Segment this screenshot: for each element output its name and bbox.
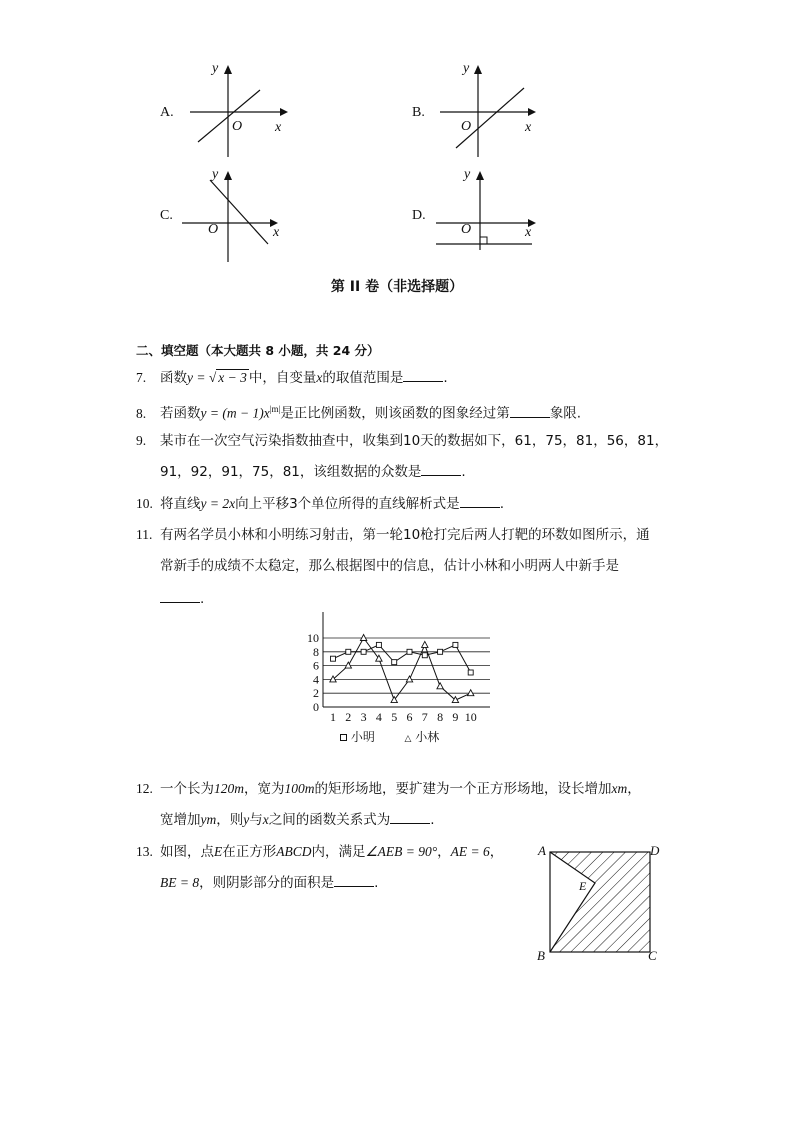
legend-label-xiaoming: 小明 xyxy=(350,730,375,744)
part-title: 二、填空题（本大题共 8 小题，共 24 分） xyxy=(136,343,380,358)
y-tick-label: 6 xyxy=(313,658,319,673)
y-tick-label: 0 xyxy=(313,700,319,714)
option-d-graph xyxy=(436,168,540,268)
x-tick-label: 6 xyxy=(406,710,413,724)
y-tick-label: 10 xyxy=(307,631,319,645)
x-tick-label: 10 xyxy=(464,710,477,724)
origin-label: O xyxy=(461,222,472,237)
x-axis-label: x xyxy=(525,120,532,135)
origin-label: O xyxy=(208,222,219,237)
question-12-line2: 宽增加ym，则y与x之间的函数关系式为 . xyxy=(160,812,435,828)
answer-blank[interactable] xyxy=(421,463,461,476)
question-13: 13. 如图，点E在正方形ABCD内，满足∠AEB = 90°，AE = 6， xyxy=(136,844,504,860)
x-tick-label: 5 xyxy=(391,710,398,724)
answer-blank[interactable] xyxy=(334,874,374,887)
y-axis-label: y xyxy=(464,167,471,182)
answer-blank[interactable] xyxy=(403,369,443,382)
data-point-xiaolin xyxy=(468,690,474,696)
y-tick-label: 8 xyxy=(313,644,319,659)
question-11-line3: . xyxy=(160,589,204,609)
question-9-line2: 91，92，91，75，81，该组数据的众数是 . xyxy=(160,464,466,480)
question-13-line2: BE = 8，则阴影部分的面积是 . xyxy=(160,875,379,891)
x-tick-label: 8 xyxy=(437,710,444,724)
data-point-xiaoming xyxy=(453,642,458,647)
answer-blank[interactable] xyxy=(160,590,200,603)
option-a-label: A. xyxy=(160,105,174,120)
question-9: 9. 某市在一次空气污染指数抽查中，收集到10天的数据如下，61，75，81，56，81， xyxy=(136,433,669,449)
data-point-xiaolin xyxy=(437,683,443,689)
option-b-label: B. xyxy=(412,105,425,120)
option-b-graph xyxy=(440,62,540,162)
y-tick-label: 2 xyxy=(313,686,319,701)
option-d-label: D. xyxy=(412,208,426,223)
option-c-label: C. xyxy=(160,208,173,223)
section-title: 第 II 卷（非选择题） xyxy=(330,279,464,295)
data-point-xiaoming xyxy=(361,649,366,654)
legend-label-xiaolin: 小林 xyxy=(415,730,440,744)
y-axis-label: y xyxy=(212,61,219,76)
question-12: 12. 一个长为120m，宽为100m的矩形场地，要扩建为一个正方形场地，设长增加xm， xyxy=(136,781,641,797)
x-axis-label: x xyxy=(275,120,282,135)
data-point-xiaoming xyxy=(422,653,427,658)
data-point-xiaoming xyxy=(331,656,336,661)
question-7: 7. 函数y = √ x − 3 中，自变量x的取值范围是 . xyxy=(136,370,448,386)
data-point-xiaoming xyxy=(407,649,412,654)
shaded-region xyxy=(550,852,650,952)
label-b: B xyxy=(537,948,545,963)
x-tick-label: 9 xyxy=(452,710,459,724)
data-point-xiaolin xyxy=(360,635,366,641)
y-tick-label: 4 xyxy=(313,672,319,687)
data-point-xiaoming xyxy=(346,649,351,654)
series-line-xiaoming xyxy=(333,645,471,673)
y-axis-label: y xyxy=(212,167,219,182)
x-tick-label: 2 xyxy=(345,710,352,724)
option-c-graph xyxy=(182,168,282,268)
x-tick-label: 7 xyxy=(421,710,428,724)
data-point-xiaolin xyxy=(406,676,412,682)
data-point-xiaolin xyxy=(345,662,351,668)
question-11: 11. 有两名学员小林和小明练习射击，第一轮10枪打完后两人打靶的环数如图所示，通 xyxy=(136,527,650,543)
legend-square-marker xyxy=(340,734,347,741)
question-10: 10. 将直线y = 2x向上平移3个单位所得的直线解析式是 . xyxy=(136,496,504,512)
label-c: C xyxy=(648,948,657,963)
data-point-xiaoming xyxy=(392,660,397,665)
data-point-xiaoming xyxy=(438,649,443,654)
x-tick-label: 1 xyxy=(330,710,336,724)
answer-blank[interactable] xyxy=(390,811,430,824)
origin-label: O xyxy=(461,119,472,134)
data-point-xiaolin xyxy=(422,641,428,647)
legend-triangle-marker: △ xyxy=(404,734,412,744)
option-a-graph xyxy=(190,62,290,162)
data-point-xiaoming xyxy=(468,670,473,675)
data-point-xiaoming xyxy=(376,642,381,647)
x-tick-label: 4 xyxy=(375,710,382,724)
label-d: D xyxy=(650,843,660,858)
question-8: 8. 若函数$y = (m - 1)x^{|m|}$是正比例函数，则该函数的图象经过第 象限. xyxy=(136,404,582,422)
answer-blank[interactable] xyxy=(460,495,500,508)
x-tick-label: 3 xyxy=(360,710,367,724)
y-axis-label: y xyxy=(463,61,470,76)
label-a: A xyxy=(538,843,546,858)
shooting-score-chart xyxy=(295,612,500,732)
question-11-line2: 常新手的成绩不太稳定，那么根据图中的信息，估计小林和小明两人中新手是 xyxy=(160,558,619,574)
answer-blank[interactable] xyxy=(510,405,550,418)
square-figure xyxy=(548,850,652,954)
x-axis-label: x xyxy=(273,225,280,240)
label-e: E xyxy=(579,879,587,893)
chart-legend xyxy=(340,728,439,745)
x-axis-label: x xyxy=(525,225,532,240)
origin-label: O xyxy=(232,119,243,134)
